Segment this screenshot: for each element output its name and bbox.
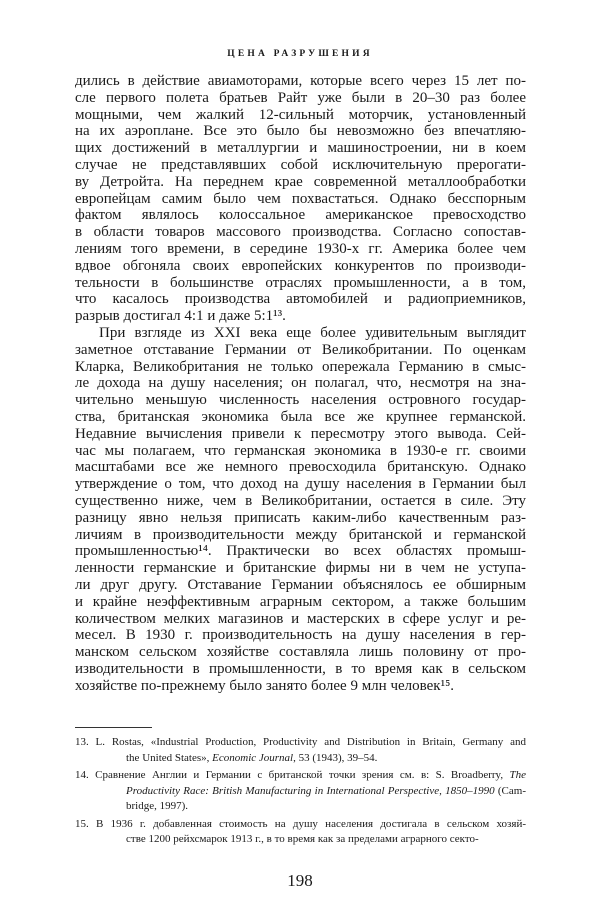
text-line: лениям того времени, в середине 1930-х гг. Америка более чем bbox=[75, 240, 526, 257]
text-line: личиям в производительности между британской и германской bbox=[75, 526, 526, 543]
text-line: на их аэроплане. Все это было бы невозможно без впечатляю- bbox=[75, 123, 526, 140]
footnote-line bbox=[75, 751, 526, 767]
text-line: изводительности в промышленности, в то время как в сельском bbox=[75, 660, 526, 677]
footnote bbox=[75, 735, 526, 766]
italic-title: Economic Journal bbox=[212, 751, 294, 764]
footnote-line bbox=[75, 817, 526, 833]
text-line: Недавние вычисления привели к пересмотру этого вывода. Сей- bbox=[75, 425, 526, 442]
footnote-text: 14. Сравнение Англии и Германии с британской точки зрения см. в: S. Broadberry, bbox=[75, 769, 510, 781]
footnote bbox=[75, 768, 526, 815]
text-line: месел. В 1930 г. производительность на душу населения в гер- bbox=[75, 627, 526, 644]
text-line: При взгляде из XXI века еще более удивительным выглядит bbox=[99, 324, 526, 341]
text-line: масштабами все же немного превосходила британскую. Однако bbox=[75, 459, 526, 476]
footnotes bbox=[75, 735, 526, 850]
text-line: тельности в большинстве отраслях промышленности, а в том, bbox=[75, 274, 526, 291]
text-line: разницу явно нельзя приписать каким-либо качественным раз- bbox=[75, 509, 526, 526]
text-line: манском сельском хозяйстве составляла лишь половину от про- bbox=[75, 644, 526, 661]
footnote-line bbox=[75, 832, 526, 848]
footnote-text: bridge, 1997). bbox=[126, 800, 189, 812]
text-line: щих достижений в металлургии и машиностроении, ни в коем bbox=[75, 140, 526, 157]
text-line: в области товаров массового производства. Согласно сопостав- bbox=[75, 224, 526, 241]
text-line: ства, британская экономика была все же крупнее германской. bbox=[75, 408, 526, 425]
text-line: чительно меньшую численность населения островного государ- bbox=[75, 392, 526, 409]
text-line: разрыв достигал 4:1 и даже 5:1¹³. bbox=[75, 308, 286, 325]
body-text bbox=[75, 73, 526, 694]
text-line: дились в действие авиамоторами, которые всего через 15 лет по- bbox=[75, 73, 526, 89]
footnote-text: стве 1200 рейхсмарок 1913 г., в то время как за пределами аграрного секто- bbox=[126, 833, 479, 845]
footnote bbox=[75, 817, 526, 848]
text-line: количеством мелких магазинов и мастерских в сфере услуг и ре- bbox=[75, 610, 526, 627]
text-line: фактом являлось колоссальное американское превосходство bbox=[75, 207, 526, 224]
text-line: час мы полагаем, что германская экономика в 1930-е гг. своими bbox=[75, 442, 526, 459]
footnote-text: 15. В 1936 г. добавленная стоимость на душу населения достигала в сельском хозяй- bbox=[75, 817, 526, 830]
footnote-line bbox=[75, 799, 526, 815]
text-line: промышленностью¹⁴. Практически во всех областях промыш- bbox=[75, 543, 526, 560]
text-line: мощными, чем жалкий 12-сильный моторчик, установленный bbox=[75, 106, 526, 123]
text-line: утверждение о том, что доход на душу населения в Германии был bbox=[75, 476, 526, 493]
footnote-line bbox=[75, 784, 526, 800]
footnote-text: 13. L. Rostas, «Industrial Production, Productivity and Distribution in Britain, Germany and bbox=[75, 736, 526, 748]
text-line: хозяйстве по-прежнему было занято более 9 млн человек¹⁵. bbox=[75, 677, 455, 694]
text-line: сле первого полета братьев Райт уже были в 20–30 раз более bbox=[75, 89, 526, 106]
italic-title: Productivity Race: British Manufacturing in International Perspective, 1850–1990 bbox=[126, 784, 495, 797]
paragraph bbox=[75, 325, 526, 695]
text-line: ли друг другу. Отставание Германии объяснялось ее обширным bbox=[75, 576, 526, 593]
text-line: ленности германские и британские фирмы ни в чем не уступа- bbox=[75, 560, 526, 577]
footnote-text: (Cam- bbox=[494, 784, 526, 797]
footnote-divider bbox=[75, 727, 152, 728]
text-line: ле дохода на душу населения; он полагал, что, несмотря на зна- bbox=[75, 375, 526, 392]
paragraph bbox=[75, 73, 526, 325]
text-line: ву Детройта. На переднем крае современной металлообработки bbox=[75, 173, 526, 190]
text-line: существенно ниже, чем в Великобритании, остается в силе. Эту bbox=[75, 492, 526, 509]
text-line: и крайне неэффективным аграрным сектором, а также большим bbox=[75, 593, 526, 610]
footnote-line bbox=[75, 735, 526, 751]
text-line: Кларка, Великобритания не только опережала Германию в смыс- bbox=[75, 358, 526, 375]
text-line: европейцам самим было чем похвастаться. Однако бесспорным bbox=[75, 190, 526, 207]
text-line: вдвое обгоняла своих европейских конкурентов по производи- bbox=[75, 257, 526, 274]
footnote-line bbox=[75, 768, 526, 784]
footnote-text: , 53 (1943), 39–54. bbox=[293, 751, 378, 764]
running-head: ЦЕНА РАЗРУШЕНИЯ bbox=[227, 49, 373, 59]
page-number: 198 bbox=[287, 871, 313, 890]
text-line: случае не представлявших собой исключительную прерогати- bbox=[75, 156, 526, 173]
text-line: что касалось производства автомобилей и радиоприемников, bbox=[75, 291, 526, 308]
text-line: заметное отставание Германии от Великобритании. По оценкам bbox=[75, 341, 526, 358]
italic-title: The bbox=[509, 769, 526, 781]
footnote-text: the United States», bbox=[126, 751, 213, 764]
